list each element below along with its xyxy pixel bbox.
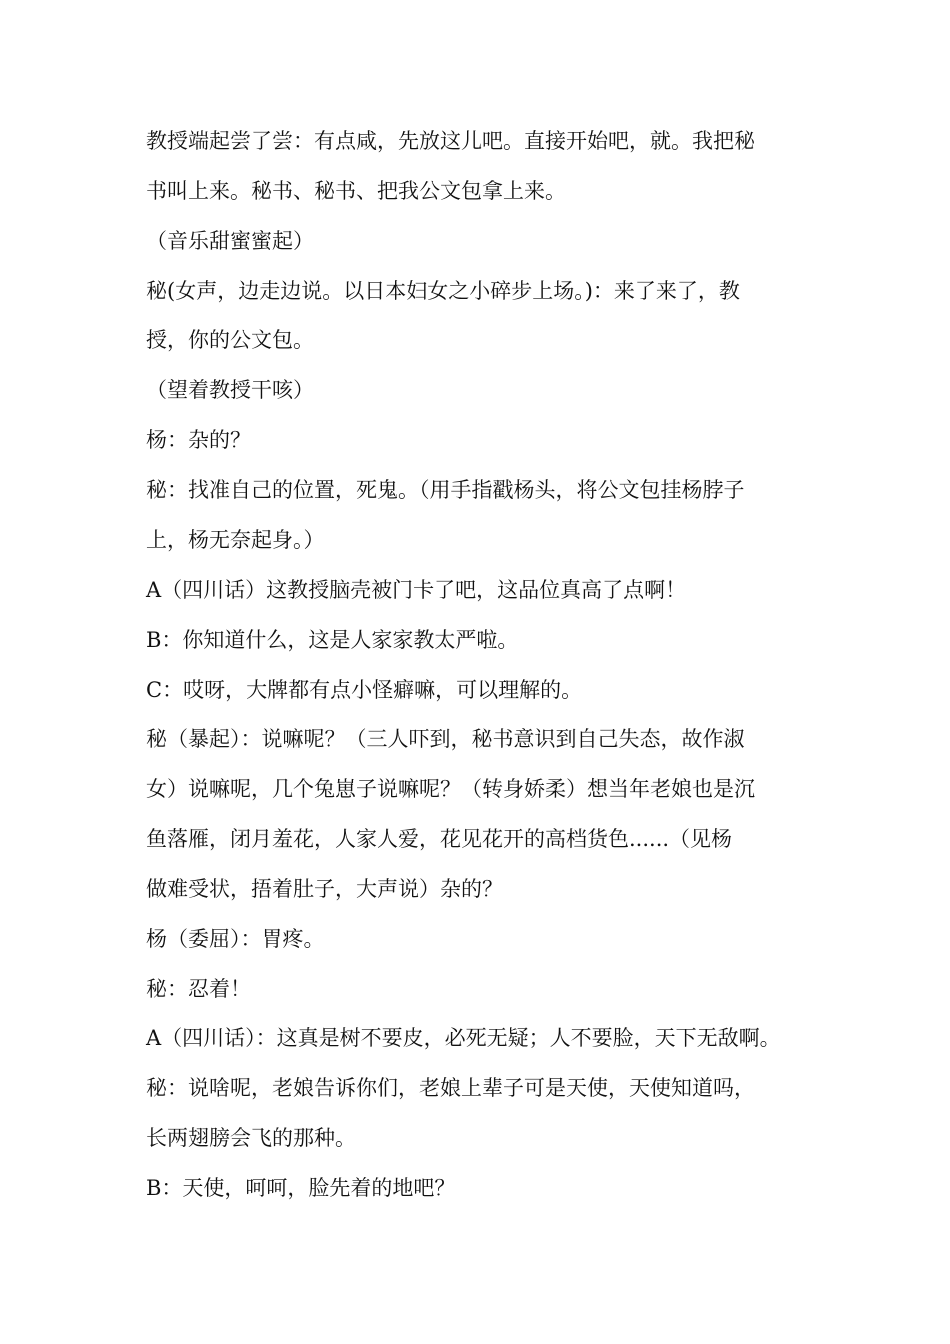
text-line: 秘：找准自己的位置，死鬼。（用手指戳杨头，将公文包挂杨脖子 xyxy=(146,478,745,502)
text-line: 长两翅膀会飞的那种。 xyxy=(146,1126,356,1150)
text-line: 秘(女声，边走边说。以日本妇女之小碎步上场。)：来了来了，教 xyxy=(146,279,740,303)
text-line: 教授端起尝了尝：有点咸，先放这儿吧。直接开始吧，就。我把秘 xyxy=(146,129,755,153)
text-line: 杨：杂的？ xyxy=(146,428,251,452)
text-line: 做难受状，捂着肚子，大声说）杂的？ xyxy=(146,877,503,901)
text-line: （音乐甜蜜蜜起） xyxy=(146,229,314,253)
text-line: 杨（委屈）：胃疼。 xyxy=(146,927,325,951)
text-line: 鱼落雁，闭月羞花，人家人爱，花见花开的高档货色......（见杨 xyxy=(146,827,733,851)
text-line: B：你知道什么，这是人家家教太严啦。 xyxy=(146,628,519,652)
text-line: A（四川话）：这真是树不要皮，必死无疑；人不要脸，天下无敌啊。 xyxy=(146,1026,781,1050)
text-line: 上，杨无奈起身。） xyxy=(146,528,325,552)
text-line: 书叫上来。秘书、秘书、把我公文包拿上来。 xyxy=(146,179,566,203)
text-line: 授，你的公文包。 xyxy=(146,328,314,352)
text-line: 女）说嘛呢，几个兔崽子说嘛呢？（转身娇柔）想当年老娘也是沉 xyxy=(146,777,755,801)
text-line: 秘（暴起）：说嘛呢？（三人吓到，秘书意识到自己失态，故作淑 xyxy=(146,727,745,751)
text-line: 秘：说啥呢，老娘告诉你们，老娘上辈子可是天使，天使知道吗， xyxy=(146,1076,755,1100)
text-line: （望着教授干咳） xyxy=(146,378,314,402)
text-line: 秘：忍着！ xyxy=(146,977,251,1001)
text-line: A（四川话）这教授脑壳被门卡了吧，这品位真高了点啊！ xyxy=(146,578,687,602)
text-line: B：天使，呵呵，脸先着的地吧？ xyxy=(146,1176,456,1200)
text-line: C：哎呀，大牌都有点小怪癖嘛，可以理解的。 xyxy=(146,678,583,702)
